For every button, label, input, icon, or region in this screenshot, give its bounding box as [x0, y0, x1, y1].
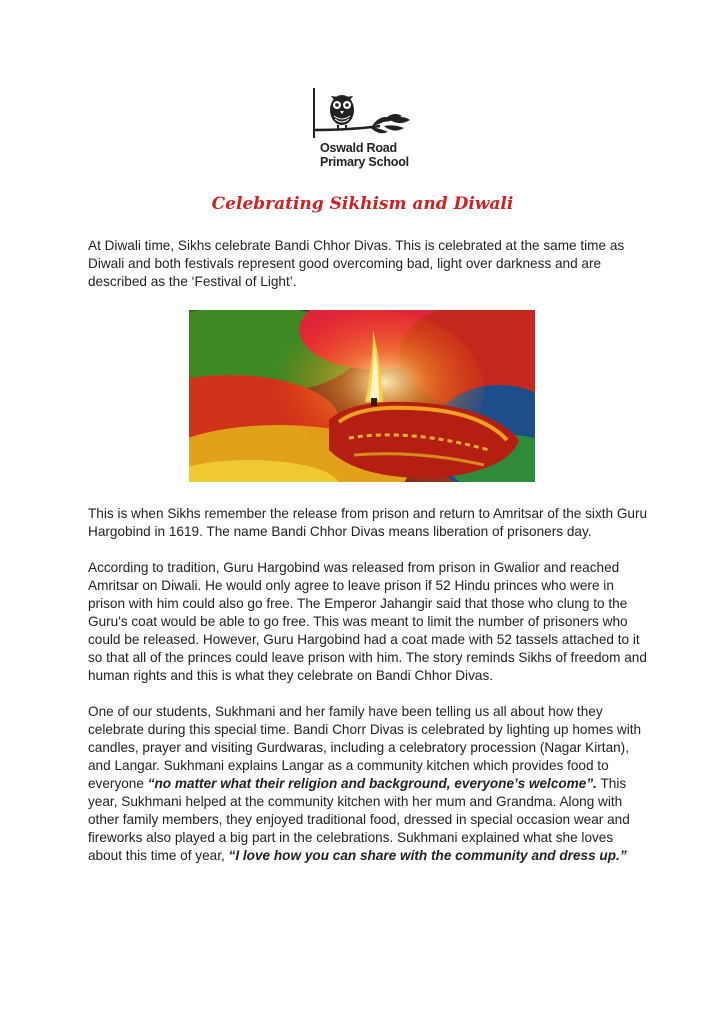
school-logo: [310, 86, 430, 172]
school-name-line1: Oswald Road: [320, 141, 397, 155]
student-text-2: This year, Sukhmani helped at the community kitchen with her mum and Grandma. Along with other family members, they enjoyed traditional food, dressed in special occasion wear and fireworks also played a big part in the celebrations. Sukhmani explained what she loves about this time of year,: [88, 776, 630, 863]
quote-everyone-welcome: “no matter what their religion and background, everyone’s welcome”.: [147, 776, 597, 791]
tradition-paragraph: According to tradition, Guru Hargobind was released from prison in Gwalior and reached Amritsar on Diwali. He would only agree to leave prison if 52 Hindu princes who were in prison with him could also go free. The Emperor Jahangir said that those who clung to the Guru's coat would be able to go free. This was meant to limit the number of prisoners who could be released. However, Guru Hargobind had a coat made with 52 tassels attached to it so that all of the princes could leave prison with him. The story reminds Sikhs of freedom and human rights and this is what they celebrate on Bandi Chhor Divas.: [88, 560, 647, 683]
school-name: [320, 141, 409, 169]
diwali-lamp-photo: [189, 310, 535, 482]
owl-branch-icon: [310, 86, 430, 146]
intro-paragraph: At Diwali time, Sikhs celebrate Bandi Chhor Divas. This is celebrated at the same time as Diwali and both festivals represent good overcoming bad, light over darkness and are described as the ‘Festival of Light’.: [88, 238, 625, 289]
student-paragraph: [88, 703, 648, 865]
diya-lamp-image: [189, 310, 535, 482]
student-text-1: One of our students, Sukhmani and her family have been telling us all about how they celebrate during this special time. Bandi Chorr Divas is celebrated by lighting up homes with candles, prayer and visiting Gurdwaras, including a celebratory procession (Nagar Kirtan), and Langar. Sukhmani explains Langar as a community kitchen which provides food to everyone: [88, 704, 642, 791]
history-paragraph: This is when Sikhs remember the release from prison and return to Amritsar of the sixth Guru Hargobind in 1619. The name Bandi Chhor Divas means liberation of prisoners day.: [88, 506, 648, 539]
quote-share-dress-up: “I love how you can share with the community and dress up.”: [228, 848, 627, 863]
school-name-line2: Primary School: [320, 155, 409, 169]
page-title: Celebrating Sikhism and Diwali: [211, 194, 514, 214]
